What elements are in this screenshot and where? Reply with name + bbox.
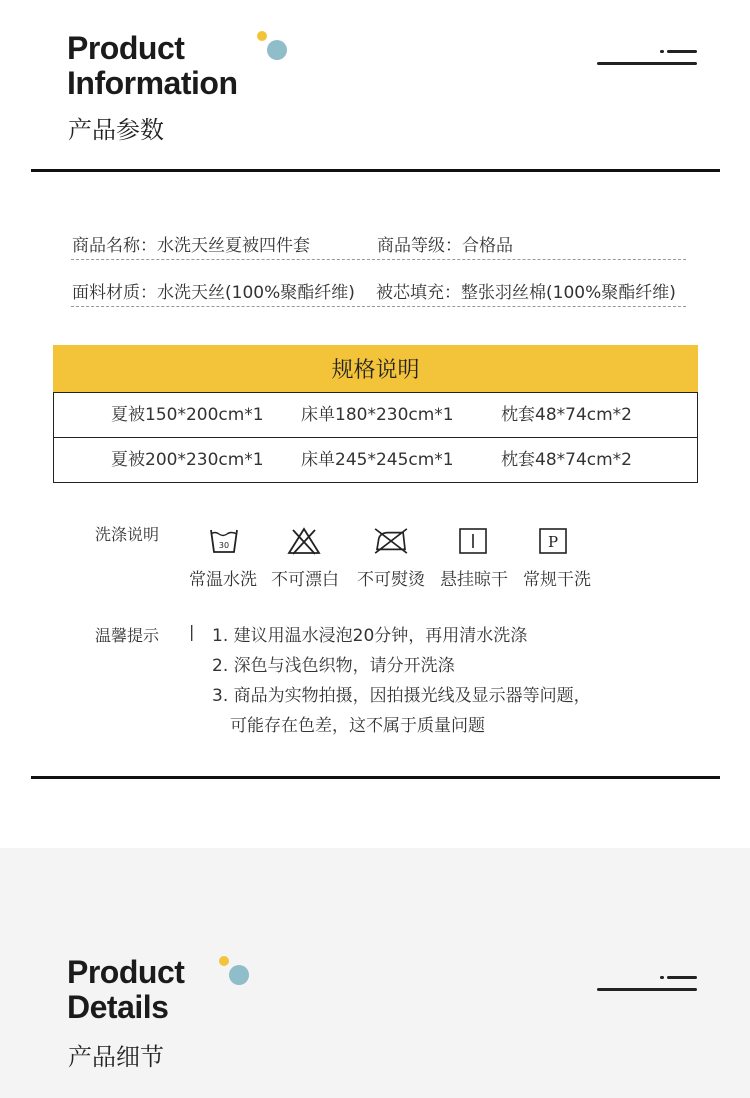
wash-30-icon-text: 30: [218, 541, 230, 550]
spec-cell-pillowcase: 枕套48*74cm*2: [501, 405, 632, 425]
wash-caption-no-bleach: 不可漂白: [271, 570, 339, 590]
section-divider-top: [31, 169, 720, 172]
tip-line-4: 可能存在色差，这不属于质量问题: [230, 716, 485, 736]
spec-cell-quilt: 夏被200*230cm*1: [111, 450, 264, 470]
dry-clean-p-icon-text: P: [547, 533, 559, 551]
param-divider-2: [71, 306, 686, 307]
spec-header-label: 规格说明: [331, 358, 420, 383]
tip-line-3: 3. 商品为实物拍摄，因拍摄光线及显示器等问题，: [212, 686, 591, 706]
wash-caption-dry-clean: 常规干洗: [523, 570, 591, 590]
section-title-en-line1: Product: [67, 30, 185, 66]
table-row: [54, 393, 697, 437]
wash-caption-no-iron: 不可熨烫: [357, 570, 425, 590]
details-menu-icon[interactable]: [596, 972, 698, 994]
no-iron-icon: [372, 527, 410, 555]
no-bleach-icon: [287, 527, 321, 555]
spec-header: [53, 345, 698, 392]
section-title-cn: 产品参数: [68, 116, 164, 144]
decor-dot-yellow: [257, 31, 267, 41]
param-product-name: 商品名称：水洗天丝夏被四件套: [72, 236, 310, 256]
spec-cell-sheet: 床单245*245cm*1: [301, 450, 454, 470]
wash-label: 洗涤说明: [95, 525, 160, 544]
spec-cell-quilt: 夏被150*200cm*1: [111, 405, 264, 425]
param-fabric: 面料材质：水洗天丝(100%聚酯纤维): [72, 283, 355, 303]
tip-line-1: 1. 建议用温水浸泡20分钟，再用清水洗涤: [212, 626, 528, 646]
details-decor-dot-yellow: [219, 956, 229, 966]
section-title-en-line2: Information: [67, 65, 238, 101]
menu-icon[interactable]: [596, 46, 698, 68]
hang-dry-icon: [459, 527, 487, 555]
tips-label: 温馨提示: [95, 626, 160, 645]
decor-dot-blue: [267, 40, 287, 60]
param-filling: 被芯填充：整张羽丝棉(100%聚酯纤维): [376, 283, 676, 303]
details-title-en-line2: Details: [67, 989, 169, 1025]
details-decor-dot-blue: [229, 965, 249, 985]
tip-line-2: 2. 深色与浅色织物，请分开洗涤: [212, 656, 455, 676]
wash-caption-hang-dry: 悬挂晾干: [440, 570, 508, 590]
tips-separator: |: [189, 622, 195, 641]
spec-cell-pillowcase: 枕套48*74cm*2: [501, 450, 632, 470]
details-title-cn: 产品细节: [68, 1043, 164, 1071]
dry-clean-p-icon: [539, 527, 567, 555]
param-divider-1: [71, 259, 686, 260]
details-title-en-line1: Product: [67, 954, 185, 990]
spec-table: [53, 392, 698, 483]
table-row: [54, 437, 697, 482]
wash-30-icon: [209, 527, 239, 555]
section-divider-bottom: [31, 776, 720, 779]
spec-cell-sheet: 床单180*230cm*1: [301, 405, 454, 425]
param-product-grade: 商品等级：合格品: [377, 236, 513, 256]
wash-caption-normal-wash: 常温水洗: [189, 570, 257, 590]
